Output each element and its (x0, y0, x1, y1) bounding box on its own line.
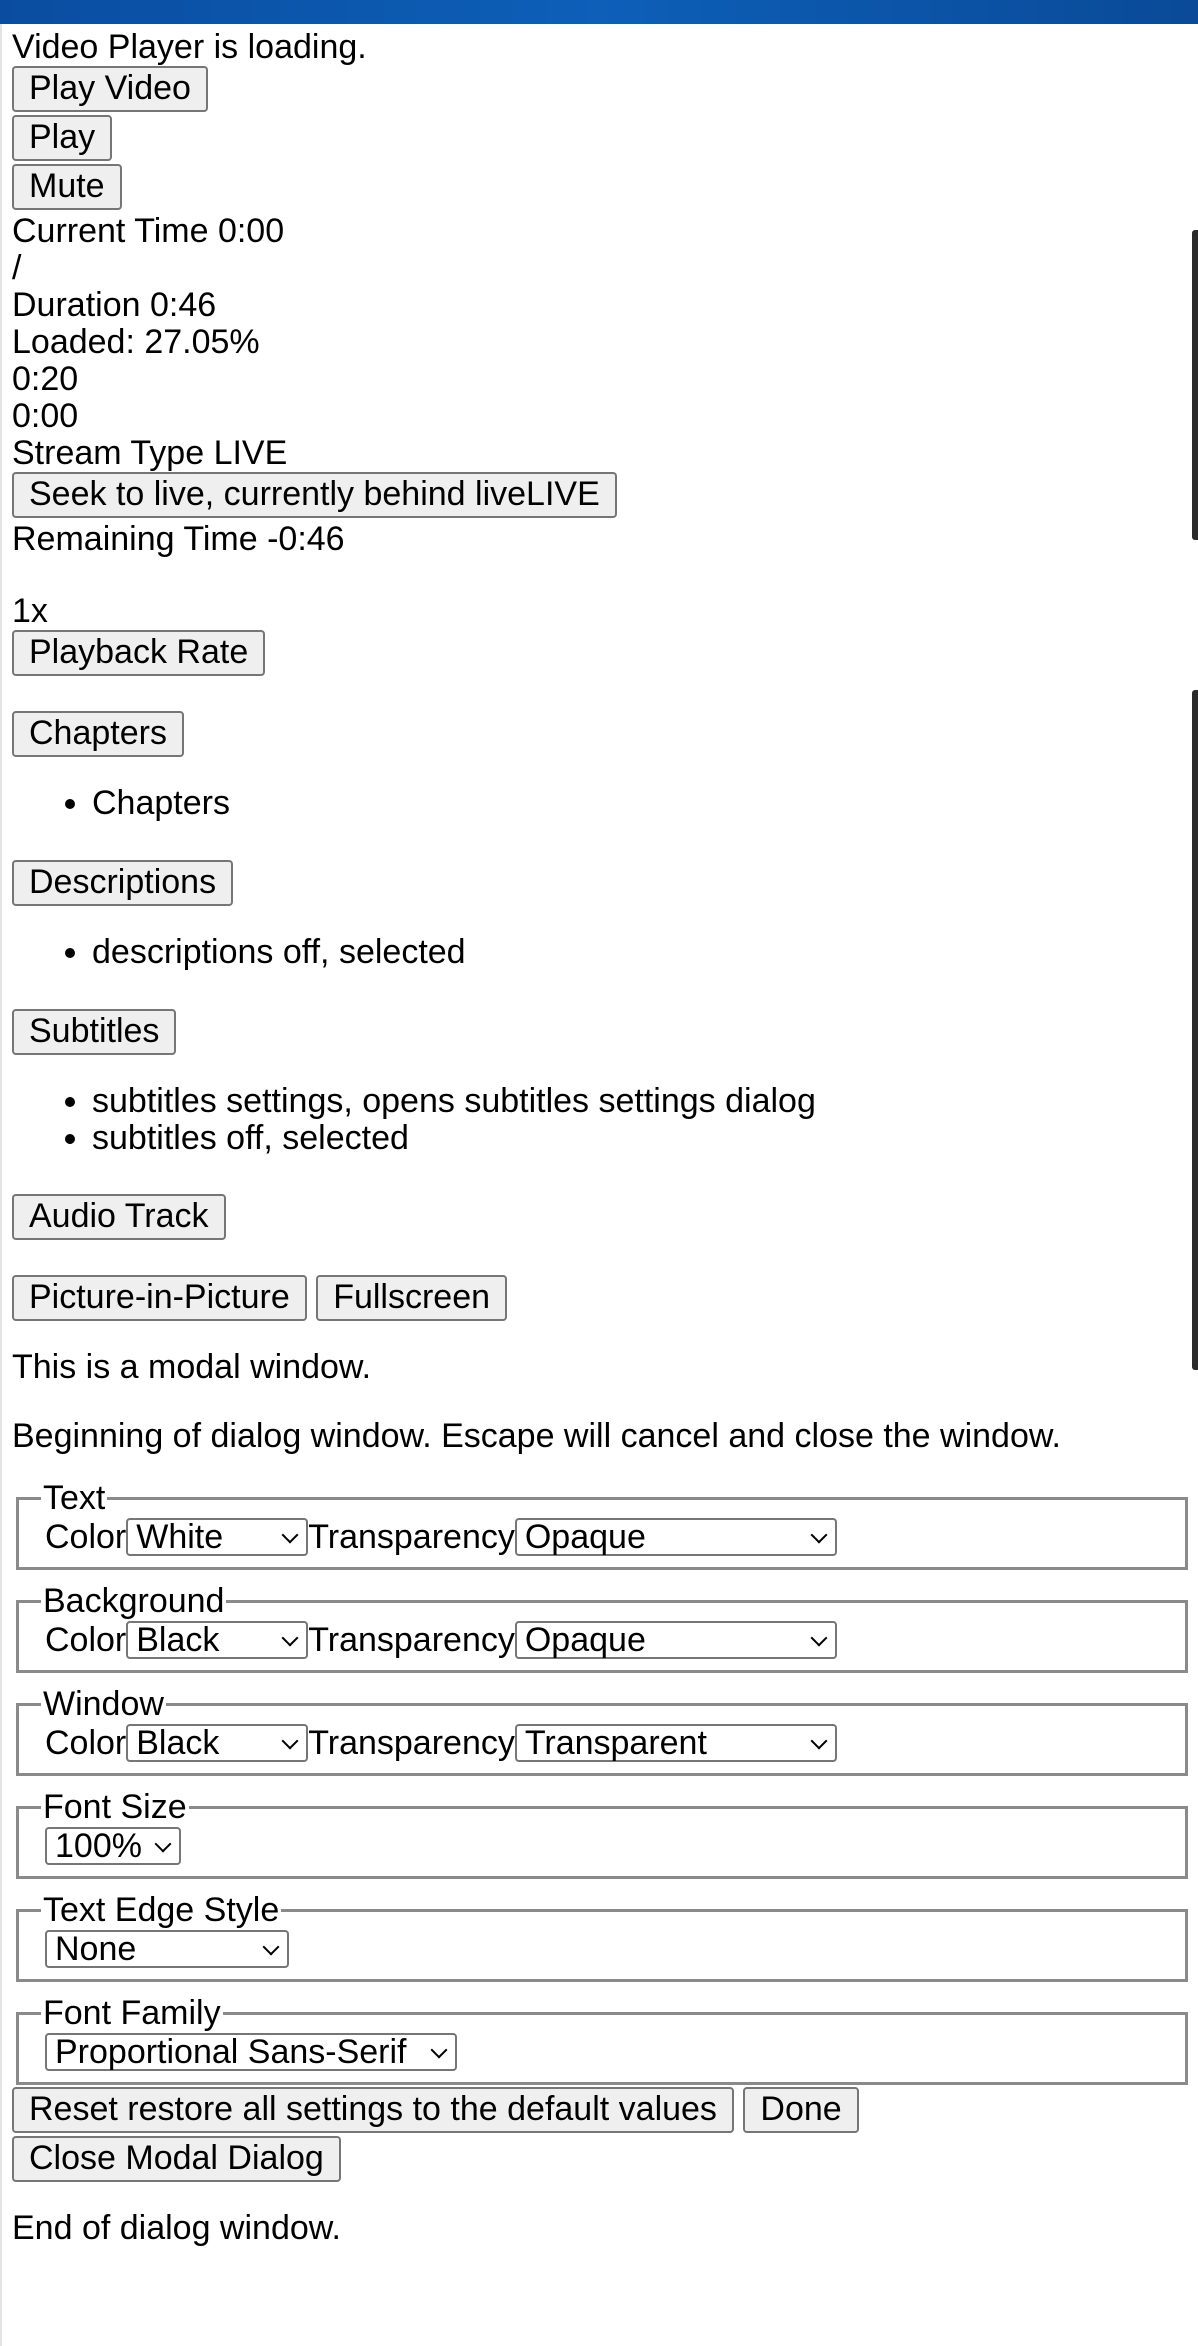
progress-time[interactable]: 0:00 (12, 397, 79, 435)
text-color-label: Color (45, 1517, 127, 1556)
window-transparency-label: Transparency (308, 1723, 515, 1762)
window-transparency-value: Transparent (524, 1724, 707, 1762)
background-color-value: Black (136, 1621, 220, 1659)
subtitles-settings-item[interactable]: • subtitles settings, opens subtitles settings dialog (92, 1083, 1188, 1120)
audio-track-button[interactable]: Audio Track (12, 1194, 226, 1240)
left-edge-line (0, 24, 2, 2346)
window-settings-group (16, 1687, 1188, 1776)
text-group-legend: Text (43, 1479, 106, 1517)
play-button[interactable]: Play (12, 115, 112, 161)
time-divider: / (12, 249, 22, 287)
window-group-legend: Window (43, 1685, 164, 1723)
progress-hover-time[interactable]: 0:20 (12, 360, 79, 398)
window-color-label: Color (45, 1723, 127, 1762)
background-transparency-select[interactable] (515, 1621, 837, 1659)
seek-to-live-button[interactable]: Seek to live, currently behind liveLIVE (12, 472, 617, 518)
text-edge-style-group (16, 1893, 1188, 1982)
chevron-down-icon (810, 1527, 827, 1544)
reset-settings-button[interactable]: Reset restore all settings to the default values (12, 2087, 734, 2133)
window-transparency-select[interactable] (515, 1724, 837, 1762)
subtitles-off-item[interactable]: • subtitles off, selected (92, 1120, 1188, 1157)
background-transparency-label: Transparency (308, 1620, 515, 1659)
background-color-select[interactable] (126, 1621, 308, 1659)
font-family-select[interactable] (45, 2033, 457, 2071)
loading-text: Video Player is loading. (12, 28, 367, 66)
remaining-time: Remaining Time -0:46 (12, 520, 345, 558)
chevron-down-icon (282, 1630, 299, 1647)
font-size-select[interactable] (45, 1827, 181, 1865)
window-color-value: Black (136, 1724, 220, 1762)
chevron-down-icon (263, 1939, 280, 1956)
done-button[interactable]: Done (743, 2087, 858, 2133)
playback-rate-value: 1x (12, 592, 48, 630)
background-transparency-value: Opaque (524, 1621, 646, 1659)
chevron-down-icon (155, 1836, 172, 1853)
chapters-menu (12, 785, 1188, 822)
subtitles-menu (12, 1083, 1188, 1157)
font-family-value: Proportional Sans-Serif (55, 2033, 407, 2071)
dialog-end-text: End of dialog window. (12, 2209, 341, 2247)
picture-in-picture-button[interactable]: Picture-in-Picture (12, 1275, 307, 1321)
chevron-down-icon (810, 1733, 827, 1750)
text-color-value: White (136, 1518, 224, 1556)
background-group-legend: Background (43, 1582, 225, 1620)
chevron-down-icon (282, 1733, 299, 1750)
chevron-down-icon (282, 1527, 299, 1544)
font-family-group (16, 1996, 1188, 2085)
dialog-begin-text: Beginning of dialog window. Escape will cancel and close the window. (12, 1417, 1061, 1455)
text-color-select[interactable] (126, 1518, 308, 1556)
window-color-select[interactable] (126, 1724, 308, 1762)
text-transparency-value: Opaque (524, 1518, 646, 1556)
text-edge-style-value: None (55, 1930, 137, 1968)
playback-rate-button[interactable]: Playback Rate (12, 630, 265, 676)
text-transparency-label: Transparency (308, 1517, 515, 1556)
loaded-percentage: Loaded: 27.05% (12, 323, 260, 361)
chapters-button[interactable]: Chapters (12, 711, 184, 757)
duration: Duration 0:46 (12, 286, 217, 324)
descriptions-menu (12, 934, 1188, 971)
descriptions-menu-item[interactable]: • descriptions off, selected (92, 934, 1188, 971)
mute-button[interactable]: Mute (12, 164, 122, 210)
close-modal-button[interactable]: Close Modal Dialog (12, 2136, 341, 2182)
font-size-legend: Font Size (43, 1788, 187, 1826)
chevron-down-icon (431, 2042, 448, 2059)
text-edge-style-select[interactable] (45, 1930, 289, 1968)
chapters-menu-item[interactable]: • Chapters (92, 785, 1188, 822)
text-settings-group (16, 1481, 1188, 1570)
font-family-legend: Font Family (43, 1994, 221, 2032)
play-video-button[interactable]: Play Video (12, 66, 208, 112)
font-size-group (16, 1790, 1188, 1879)
background-color-label: Color (45, 1620, 127, 1659)
top-bar (0, 0, 1198, 24)
subtitles-button[interactable]: Subtitles (12, 1009, 176, 1055)
background-settings-group (16, 1584, 1188, 1673)
scrollbar-thumb-lower[interactable] (1192, 690, 1198, 1370)
chevron-down-icon (810, 1630, 827, 1647)
text-edge-style-legend: Text Edge Style (43, 1891, 280, 1929)
scrollbar-thumb-upper[interactable] (1192, 230, 1198, 540)
font-size-value: 100% (55, 1827, 142, 1865)
text-transparency-select[interactable] (515, 1518, 837, 1556)
modal-text: This is a modal window. (12, 1348, 372, 1386)
text-track-settings-dialog (12, 1481, 1188, 2247)
stream-type: Stream Type LIVE (12, 434, 288, 472)
current-time: Current Time 0:00 (12, 212, 285, 250)
fullscreen-button[interactable]: Fullscreen (316, 1275, 507, 1321)
descriptions-button[interactable]: Descriptions (12, 860, 233, 906)
video-player (12, 24, 1188, 2247)
